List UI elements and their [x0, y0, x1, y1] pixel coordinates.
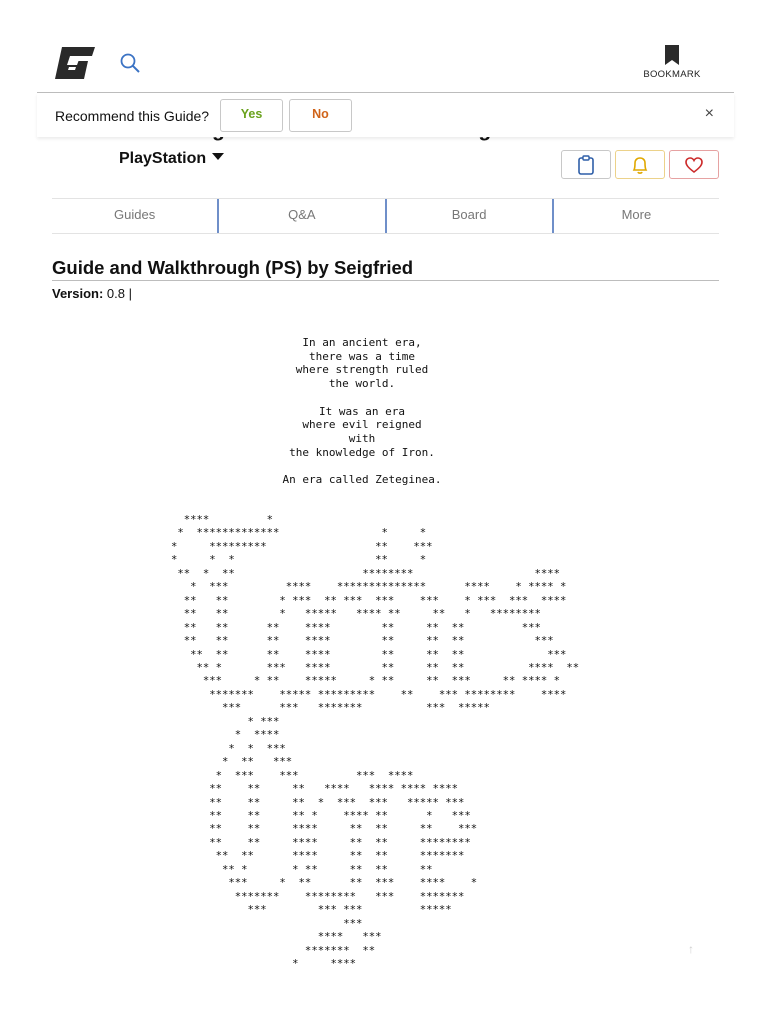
tab-board[interactable]: Board: [385, 199, 552, 233]
heading-divider: [52, 280, 719, 281]
clipboard-button[interactable]: [561, 150, 611, 179]
guide-heading: Guide and Walkthrough (PS) by Seigfried: [52, 257, 414, 278]
bookmark-icon: [664, 44, 680, 66]
guide-nav-tabs: [52, 198, 719, 234]
heart-icon: [684, 155, 704, 175]
recommend-bar: [37, 93, 734, 137]
favorite-button[interactable]: [669, 150, 719, 179]
recommend-text: Recommend this Guide?: [55, 108, 210, 124]
notify-button[interactable]: [615, 150, 665, 179]
tab-qa[interactable]: Q&A: [217, 199, 384, 233]
version-label: Version:: [52, 286, 104, 301]
scroll-to-top-icon[interactable]: ↑: [688, 942, 694, 956]
version-info: [52, 286, 132, 301]
search-icon[interactable]: [119, 52, 141, 74]
bookmark-label: BOOKMARK: [643, 69, 701, 80]
ascii-art: **** * * ************* * * * ********* ** *** * * * ** * ** * ** ******** **** * *** **** ************** **** * **** * ** ** * *** ** *** *** *** * *** *** **** ** ** * ***** **** ** ** * ******** ** ** ** **** ** ** ** *** ** ** ** **** ** ** ** *** ** ** ** **** ** ** ** *** ** * *** **** ** ** ** **** ** *** * ** ***** * ** ** *** ** **** * ******* ***** ********* ** *** ******** **** *** *** ******* *** ***** * *** * **** * * *** * ** *** * *** *** *** **** ** ** ** **** **** **** **** ** ** ** * *** *** ***** *** ** ** ** * **** ** * *** ** ** **** ** ** ** *** ** ** **** ** ** ******** ** ** **** ** ** ******* ** * * ** ** ** ** *** * ** ** *** **** * ******* ******** *** ******* *** *** *** ***** *** **** *** ******* ** * ****: [171, 514, 580, 970]
bell-icon: [630, 155, 650, 175]
platform-label: PlayStation: [119, 150, 207, 167]
recommend-no-button[interactable]: No: [289, 99, 352, 132]
tab-more[interactable]: More: [552, 199, 719, 233]
platform-selector[interactable]: [119, 150, 224, 168]
gamefaqs-logo-icon[interactable]: [55, 47, 95, 79]
version-value: 0.8 |: [106, 286, 132, 301]
site-header: [0, 0, 768, 93]
clipboard-icon: [576, 155, 596, 175]
intro-text: In an ancient era, there was a time where strength ruled the world. It was an era where evil reigned with the knowledge of Iron. An era called Zeteginea.: [282, 336, 442, 487]
caret-down-icon: [212, 153, 224, 160]
recommend-yes-button[interactable]: Yes: [220, 99, 283, 132]
bookmark-button[interactable]: [640, 44, 704, 80]
close-icon[interactable]: ×: [704, 105, 714, 122]
tab-guides[interactable]: Guides: [114, 207, 156, 222]
